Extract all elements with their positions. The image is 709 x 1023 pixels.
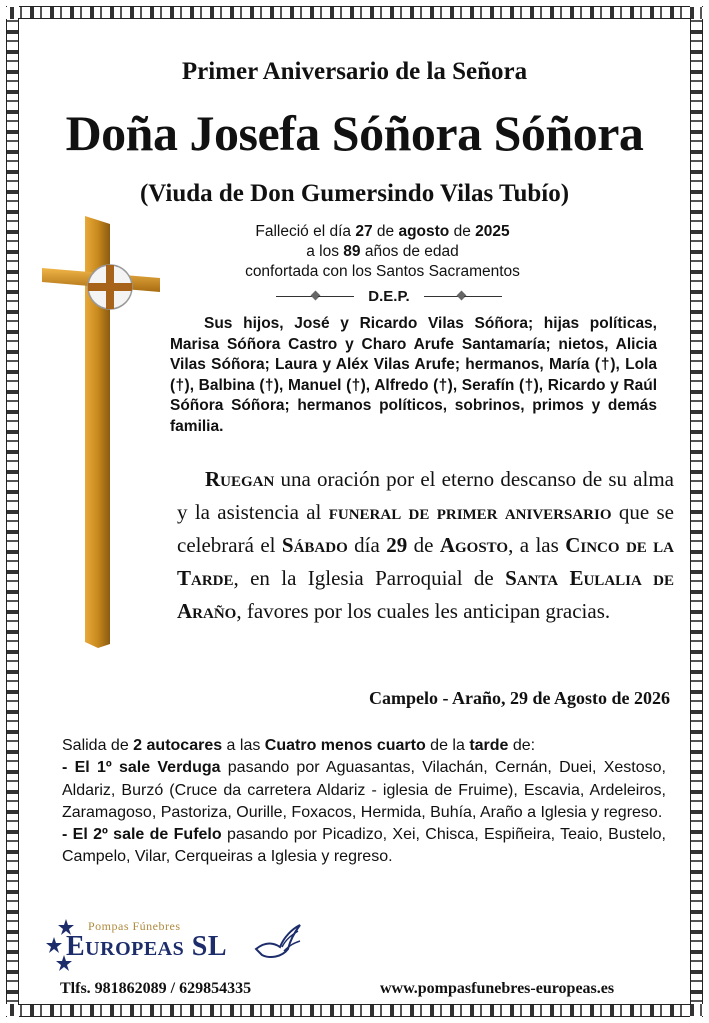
death-date-line: Falleció el día 27 de agosto de 2025 xyxy=(255,223,510,240)
death-info xyxy=(200,222,565,282)
widow-of-line: (Viuda de Don Gumersindo Vilas Tubío) xyxy=(139,180,570,207)
bus-2-route: - El 2º sale de Fufelo pasando por Picadizo, Xei, Chisca, Espiñeira, Teaio, Bustelo, Campelo, Vilar, Cerqueiras a Iglesia y regreso. xyxy=(62,826,666,866)
sacraments-line: confortada con los Santos Sacramentos xyxy=(245,263,520,280)
deceased-name: Doña Josefa Sóñora Sóñora xyxy=(65,105,644,161)
request-paragraph: Ruegan una oración por el eterno descanso de su alma y la asistencia al funeral de primer aniversario que se celebrará el Sábado día 29 de Agosto, a las Cinco de la Tarde, en la Iglesia Parroquial de Santa Eulalia de Araño, favores por los cuales les anticipan gracias. xyxy=(177,467,675,623)
cross-icon xyxy=(40,212,165,648)
family-paragraph xyxy=(170,314,657,437)
rip-text: D.E.P. xyxy=(368,288,410,305)
bus-intro: Salida de 2 autocares a las Cuatro menos cuarto de la tarde de: xyxy=(62,737,536,754)
bus-info xyxy=(62,735,666,869)
footer-phones: Tlfs. 981862089 / 629854335 xyxy=(60,980,252,997)
age-line: a los 89 años de edad xyxy=(306,243,459,260)
logo-subtitle: Pompas Fúnebres xyxy=(88,919,181,933)
family-text: Sus hijos, José y Ricardo Vilas Sóñora; hijas políticas, Marisa Sóñora Castro y Charo Arufe Santamaría; nietos, Alicia Vilas Sóñora; Laura y Aléx Vilas Arufe; hermanos, María (†), Lola (†), Balbina (†), Manuel (†), Alfredo (†), Serafín (†), Ricardo y Raúl Sóñora Sóñora; hermanos políticos, sobrinos, primos y demás familia. xyxy=(170,315,657,435)
rip-divider xyxy=(272,288,506,306)
bus-1-route: - El 1º sale Verduga pasando por Aguasantas, Vilachán, Cernán, Duei, Xestoso, Aldariz, Burzó (Cruce da carretera Aldariz - iglesia de Fruime), Escavia, Ardeleiros, Zaramagoso, Pastoriza, Ourille, Foxacos, Hermida, Buhía, Araño a Iglesia y regreso. xyxy=(62,759,666,821)
footer-website[interactable]: www.pompasfunebres-europeas.es xyxy=(380,980,615,997)
funeral-home-logo xyxy=(44,915,314,975)
place-date: Campelo - Araño, 29 de Agosto de 2026 xyxy=(369,688,670,708)
anniversary-heading: Primer Aniversario de la Señora xyxy=(181,58,528,85)
dove-icon xyxy=(252,919,302,963)
logo-title: Europeas SL xyxy=(66,931,227,962)
